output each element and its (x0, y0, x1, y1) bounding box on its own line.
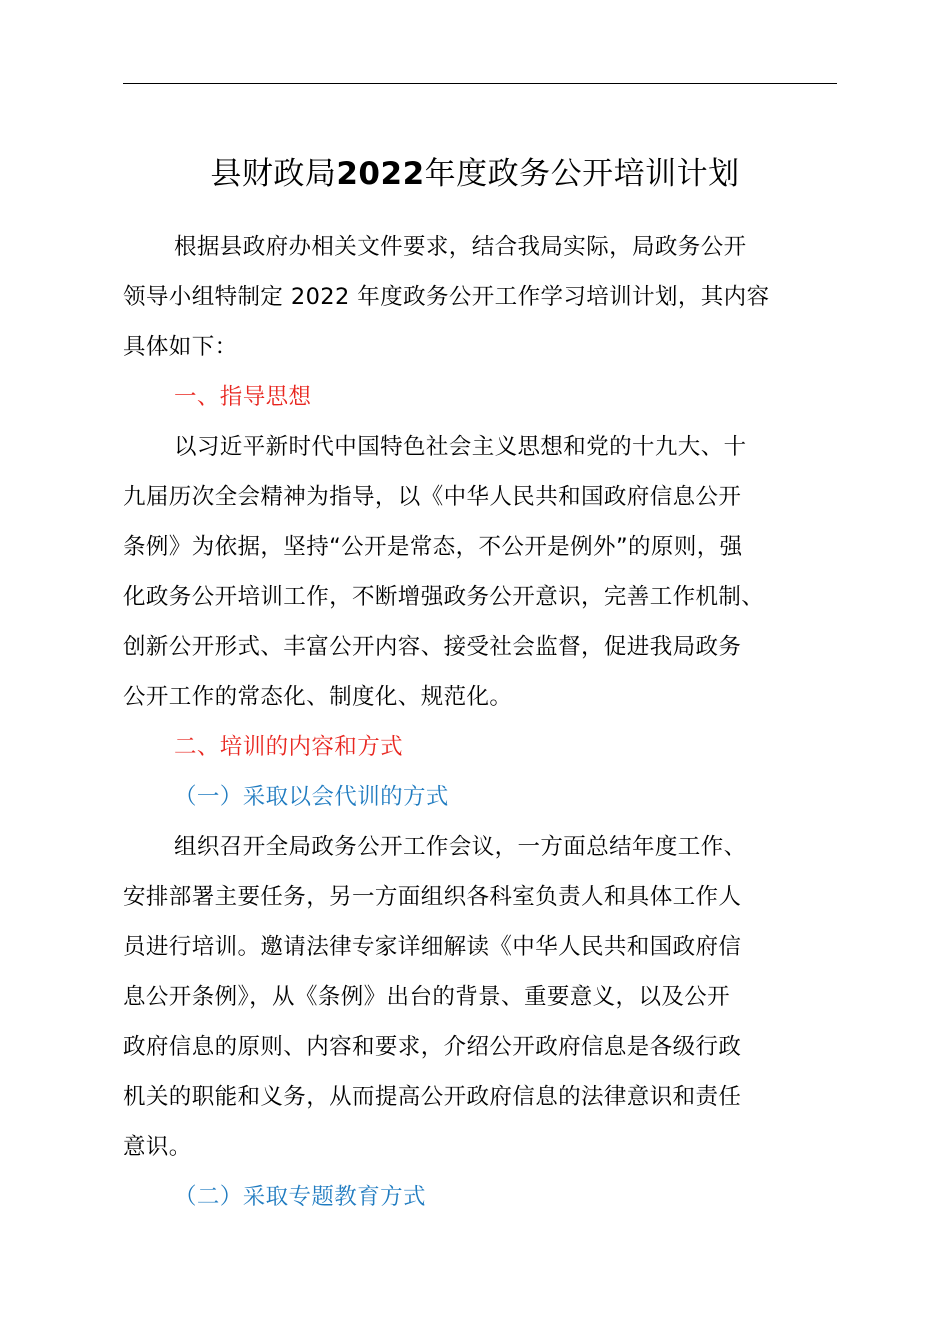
intro-line: 根据县政府办相关文件要求，结合我局实际，局政务公开 (174, 234, 747, 260)
document-title (0, 146, 950, 202)
sub1-line: 息公开条例》，从《条例》出台的背景、重要意义，以及公开 (123, 984, 731, 1010)
sub1-line: 意识。 (123, 1134, 192, 1160)
section1-line: 条例》为依据，坚持“公开是常态，不公开是例外”的原则，强 (123, 534, 743, 560)
section1-line: 化政务公开培训工作，不断增强政务公开意识，完善工作机制、 (123, 584, 765, 610)
section-heading-guiding-ideology: 一、指导思想 (174, 384, 312, 410)
section1-line: 创新公开形式、丰富公开内容、接受社会监督，促进我局政务 (123, 634, 742, 660)
intro-line: 领导小组特制定 2022 年度政务公开工作学习培训计划，其内容 (123, 284, 770, 310)
section1-line: 公开工作的常态化、制度化、规范化。 (123, 684, 513, 710)
sub1-line: 机关的职能和义务，从而提高公开政府信息的法律意识和责任 (123, 1084, 742, 1110)
sub1-line: 安排部署主要任务，另一方面组织各科室负责人和具体工作人 (123, 884, 742, 910)
section1-line: 以习近平新时代中国特色社会主义思想和党的十九大、十 (174, 434, 747, 460)
title-prefix: 县财政局 (210, 156, 337, 192)
title-year: 2022 (336, 156, 425, 192)
subheading-thematic-education: （二）采取专题教育方式 (174, 1184, 426, 1210)
intro-line: 具体如下： (123, 334, 238, 360)
document-body (123, 222, 839, 1222)
sub1-line: 员进行培训。邀请法律专家详细解读《中华人民共和国政府信 (123, 934, 742, 960)
subheading-meeting-training: （一）采取以会代训的方式 (174, 784, 449, 810)
header-rule (123, 83, 837, 84)
sub1-line: 组织召开全局政务公开工作会议，一方面总结年度工作、 (174, 834, 747, 860)
sub1-line: 政府信息的原则、内容和要求，介绍公开政府信息是各级行政 (123, 1034, 742, 1060)
title-suffix: 年度政务公开培训计划 (424, 156, 740, 192)
section1-line: 九届历次全会精神为指导，以《中华人民共和国政府信息公开 (123, 484, 742, 510)
section-heading-training-content: 二、培训的内容和方式 (174, 734, 404, 760)
